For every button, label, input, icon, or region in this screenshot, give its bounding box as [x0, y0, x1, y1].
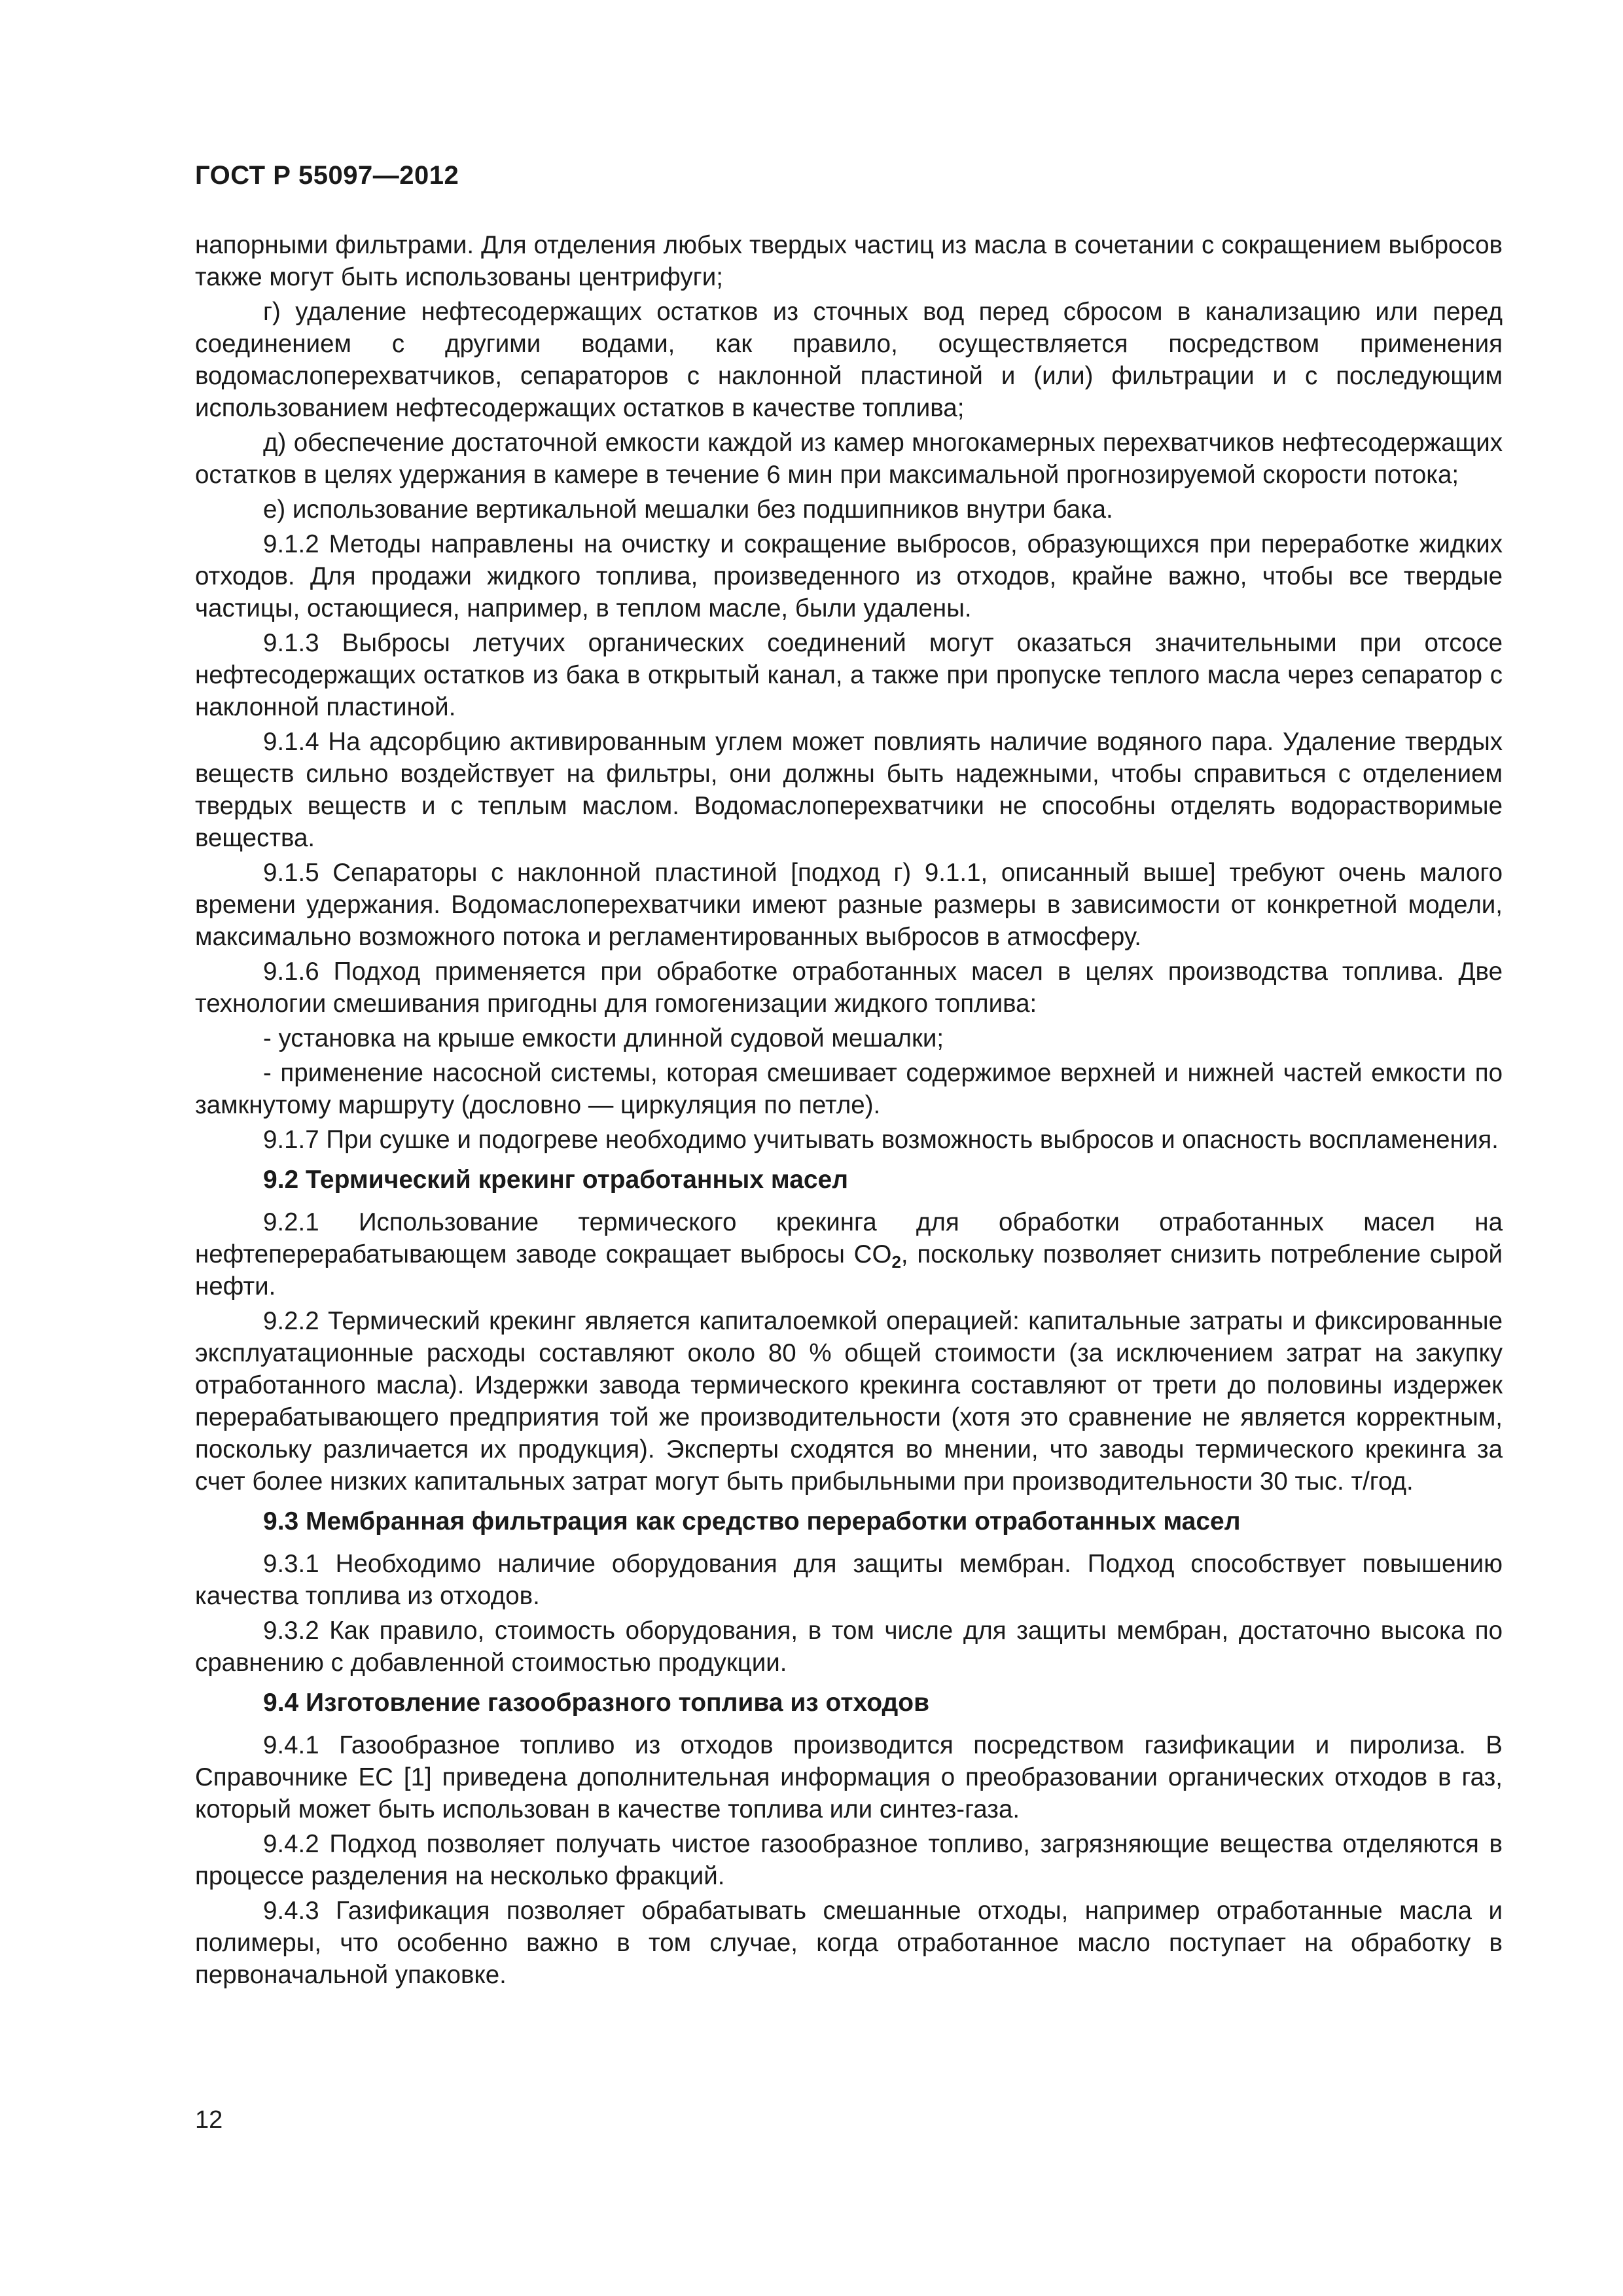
paragraph-9-4-2: 9.4.2 Подход позволяет получать чистое газообразное топливо, загрязняющие вещества отделяются в процессе разделения на несколько фракций. — [195, 1830, 1503, 1890]
document-code-header: ГОСТ Р 55097—2012 — [195, 161, 459, 190]
paragraph-continuation: напорными фильтрами. Для отделения любых твердых частиц из масла в сочетании с сокращением выбросов также могут быть использованы центрифуги; — [195, 231, 1503, 291]
paragraph-9-1-3: 9.1.3 Выбросы летучих органических соединений могут оказаться значительными при отсосе нефтесодержащих остатков из бака в открытый канал, а также при пропуске теплого масла через сепаратор с наклонной пластиной. — [195, 629, 1503, 721]
paragraph-9-2-1-text-a: 9.2.1 Использование термического крекинга для обработки отработанных масел на нефтеперерабатывающем заводе сокращает выбросы CO — [195, 1208, 1503, 1268]
paragraph-9-3-2: 9.3.2 Как правило, стоимость оборудования, в том числе для защиты мембран, достаточно высока по сравнению с добавленной стоимостью продукции. — [195, 1617, 1503, 1677]
paragraph-item-e: е) использование вертикальной мешалки без подшипников внутри бака. — [263, 495, 1113, 524]
co2-subscript: 2 — [891, 1252, 901, 1272]
paragraph-item-d: д) обеспечение достаточной емкости каждой из камер многокамерных перехватчиков нефтесодержащих остатков в целях удержания в камере в течение 6 мин при максимальной прогнозируемой скорости потока; — [195, 429, 1503, 489]
paragraph-9-4-3: 9.4.3 Газификация позволяет обрабатывать смешанные отходы, например отработанные масла и полимеры, что особенно важно в том случае, когда отработанное масло поступает на обработку в первоначальной упаковке. — [195, 1897, 1503, 1989]
page-number: 12 — [195, 2106, 223, 2134]
section-heading-9-2: 9.2 Термический крекинг отработанных масел — [263, 1166, 849, 1194]
paragraph-9-1-4: 9.1.4 На адсорбцию активированным углем может повлиять наличие водяного пара. Удаление твердых веществ сильно воздействует на фильтры, они должны быть надежными, чтобы справиться с отделением твердых веществ и с теплым маслом. Водомаслоперехватчики не способны отделять водорастворимые вещества. — [195, 728, 1503, 852]
list-item-mixer: - установка на крыше емкости длинной судовой мешалки; — [263, 1024, 944, 1052]
paragraph-item-g: г) удаление нефтесодержащих остатков из сточных вод перед сбросом в канализацию или перед соединением с другими водами, как правило, осуществляется посредством применения водомаслоперехватчиков, сепараторов с наклонной пластиной и (или) фильтрации и с последующим использованием нефтесодержащих остатков в качестве топлива; — [195, 298, 1503, 422]
paragraph-9-1-7: 9.1.7 При сушке и подогреве необходимо учитывать возможность выбросов и опасность воспламенения. — [263, 1126, 1499, 1154]
paragraph-9-3-1: 9.3.1 Необходимо наличие оборудования для защиты мембран. Подход способствует повышению качества топлива из отходов. — [195, 1550, 1503, 1610]
section-heading-9-4: 9.4 Изготовление газообразного топлива из отходов — [263, 1689, 930, 1717]
document-body — [195, 229, 1503, 1994]
paragraph-9-2-1-text-b: , поскольку позволяет снизить потребление сырой нефти. — [195, 1240, 1503, 1300]
section-heading-9-3: 9.3 Мембранная фильтрация как средство переработки отработанных масел — [263, 1507, 1241, 1535]
paragraph-9-4-1: 9.4.1 Газообразное топливо из отходов производится посредством газификации и пиролиза. В Справочнике ЕС [1] приведена дополнительная информация о преобразовании органических отходов в газ, который может быть использован в качестве топлива или синтез-газа. — [195, 1731, 1503, 1823]
paragraph-9-2-1 — [195, 1206, 1503, 1302]
paragraph-9-1-5: 9.1.5 Сепараторы с наклонной пластиной [подход г) 9.1.1, описанный выше] требуют очень малого времени удержания. Водомаслоперехватчики имеют разные размеры в зависимости от конкретной модели, максимально возможного потока и регламентированных выбросов в атмосферу. — [195, 859, 1503, 951]
paragraph-9-2-2: 9.2.2 Термический крекинг является капиталоемкой операцией: капитальные затраты и фиксированные эксплуатационные расходы составляют около 80 % общей стоимости (за исключением затрат на закупку отработанного масла). Издержки завода термического крекинга составляют от трети до половины издержек перерабатывающего предприятия той же производительности (хотя это сравнение не является корректным, поскольку различается их продукция). Эксперты сходятся во мнении, что заводы термического крекинга за счет более низких капитальных затрат могут быть прибыльными при производительности 30 тыс. т/год. — [195, 1307, 1503, 1496]
paragraph-9-1-6: 9.1.6 Подход применяется при обработке отработанных масел в целях производства топлива. Две технологии смешивания пригодны для гомогенизации жидкого топлива: — [195, 958, 1503, 1018]
paragraph-9-1-2: 9.1.2 Методы направлены на очистку и сокращение выбросов, образующихся при переработке жидких отходов. Для продажи жидкого топлива, произведенного из отходов, крайне важно, чтобы все твердые частицы, остающиеся, например, в теплом масле, были удалены. — [195, 530, 1503, 622]
list-item-pump-system: - применение насосной системы, которая смешивает содержимое верхней и нижней частей емкости по замкнутому маршруту (дословно — циркуляция по петле). — [195, 1059, 1503, 1119]
